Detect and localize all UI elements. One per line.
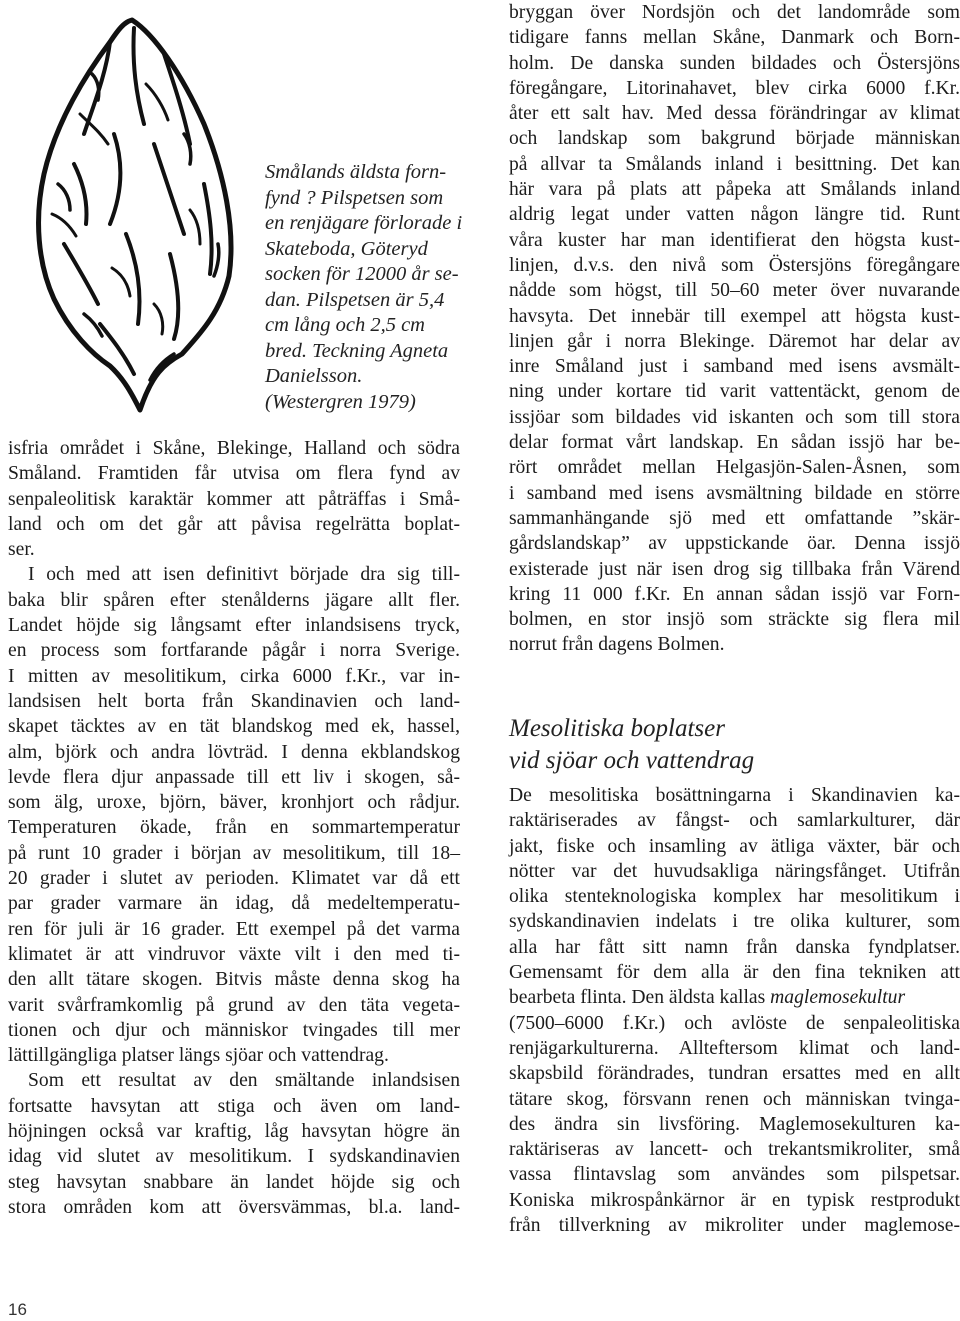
text-line: linjen går i norra Blekinge. Däremot har delar av bbox=[509, 330, 960, 352]
text-line: idag vid slutet av mesolitikum. I sydskandinavien bbox=[8, 1146, 460, 1168]
text-line: Koniska mikrospånkärnor är en typisk restprodukt bbox=[509, 1189, 960, 1211]
text-line: landsisen helt borta från Skandinavien och land- bbox=[8, 690, 460, 712]
text-line: varit svårframkomlig på grund av den täta vegeta- bbox=[8, 994, 460, 1016]
text-line: norrut från dagens Bolmen. bbox=[509, 634, 725, 656]
text-line: lättillgängliga platser längs sjöar och vattendrag. bbox=[8, 1045, 389, 1067]
italic-term: maglemosekultur bbox=[770, 987, 906, 1009]
text-line: höjningen också var kraftig, låg havsytan högre än bbox=[8, 1121, 460, 1143]
text-line: föregångare, Litorinahavet, blev cirka 6000 f.Kr. bbox=[509, 77, 960, 99]
text-line: och landskap som bakgrund började människan bbox=[509, 128, 960, 150]
text-line: ren för juli är 16 grader. Ett exempel på det varma bbox=[8, 918, 460, 940]
text-line: land och om det går att påvisa regelrätta boplat- bbox=[8, 513, 460, 535]
text-line: bolmen, en stor insjö som sträckte sig flera mil bbox=[509, 609, 960, 631]
text-line: tidigare fanns mellan Skåne, Danmark och Born- bbox=[509, 27, 960, 49]
text-line: issjöar som bildades vid iskanten och som till stora bbox=[509, 406, 960, 428]
text-line: I och med att isen definitivt började dra sig till- bbox=[28, 564, 460, 586]
caption-line: en renjägare förlorade i bbox=[265, 212, 463, 234]
figure-caption bbox=[265, 160, 465, 415]
right-column-text-top bbox=[509, 0, 960, 658]
right-column-text-bottom bbox=[509, 783, 960, 1238]
text-line: vassa flintavslag som användes som pilspetsar. bbox=[509, 1164, 960, 1186]
text-line: tionen och djur och människor tvingades till mer bbox=[8, 1019, 460, 1041]
text-line: Som ett resultat av den smältande inlandsisen bbox=[28, 1070, 460, 1092]
caption-line: Danielsson. bbox=[265, 365, 363, 387]
text-line: ser. bbox=[8, 539, 35, 561]
text-line: raktäriserades av fångst- och samlarkulturer, där bbox=[509, 810, 960, 832]
text-line: alla har fått sitt namn från danska fyndplatser. bbox=[509, 936, 960, 958]
text-fragment: bearbeta flinta. Den äldsta kallas bbox=[509, 987, 771, 1009]
text-line: Småland. Framtiden får utvisa om flera fynd av bbox=[8, 463, 460, 485]
text-line: aldrig legat under vatten någon längre tid. Runt bbox=[509, 204, 960, 226]
text-line: Gemensamt för dem alla är den fina tekniken att bbox=[509, 962, 960, 984]
text-line: här vara på plats att påpeka att Smålands inland bbox=[509, 179, 960, 201]
text-line: ning under kortare tid varit vattentäckt, genom de bbox=[509, 381, 960, 403]
text-line: Landet höjde sig långsamt efter inlandsisens tryck, bbox=[8, 615, 460, 637]
text-line: olika stenteknologiska komplex har mesolitikum i bbox=[509, 886, 960, 908]
text-line: nötter var det huvudsakliga näringsfånget. Utifrån bbox=[509, 860, 960, 882]
arrowhead-figure bbox=[14, 14, 252, 414]
text-line: rört området mellan Helgasjön-Salen-Åsnen, som bbox=[509, 457, 960, 479]
text-line: isfria området i Skåne, Blekinge, Halland och södra bbox=[8, 438, 460, 459]
text-line: par grader varmare än idag, då medeltemperatu- bbox=[8, 893, 460, 915]
caption-line: cm lång och 2,5 cm bbox=[265, 314, 425, 336]
text-line: skapsbild förändrades, tundran ersattes med en allt bbox=[509, 1063, 960, 1085]
text-line: steg havsytan snabbare än landet höjde sig och bbox=[8, 1171, 460, 1193]
caption-line: (Westergren 1979) bbox=[265, 390, 416, 413]
text-line: Temperaturen ökade, från en sommartemperatur bbox=[8, 817, 460, 839]
left-column-text bbox=[8, 436, 460, 1220]
text-line: stora områden kom att översvämmas, bl.a. land- bbox=[8, 1196, 460, 1218]
caption-line: fynd ? Pilspetsen som bbox=[265, 186, 444, 209]
text-line: havsyta. Det innebär till exempel att högsta kust- bbox=[509, 305, 960, 327]
text-line: I mitten av mesolitikum, cirka 6000 f.Kr., var in- bbox=[8, 665, 460, 687]
text-line: linjen, d.v.s. den nivå som Östersjöns föregångare bbox=[509, 254, 960, 276]
text-line: i samband med isens avsmältning bildade en större bbox=[509, 482, 960, 504]
text-line: senpaleolitisk karaktär kommer att påträffas i Små- bbox=[8, 488, 460, 510]
text-line: levde flera djur anpassade till ett liv i skogen, så- bbox=[8, 766, 460, 788]
arrowhead-drawing-icon bbox=[14, 14, 252, 414]
text-line: som älg, uroxe, björn, bäver, kronhjort och rådjur. bbox=[8, 792, 460, 814]
caption-line: Skateboda, Göteryd bbox=[265, 237, 428, 260]
text-line: nådde som högst, till 50–60 meter över nuvarande bbox=[509, 280, 960, 302]
text-line: tätare skog, försvann renen och människan tvinga- bbox=[509, 1088, 960, 1110]
text-line: skapet täcktes av en tät blandskog med ek, hassel, bbox=[8, 716, 460, 738]
text-line: från tillverkning av mikroliter under maglemose- bbox=[509, 1215, 960, 1237]
text-line: klimatet är att vindruvor växte vilt i den med ti- bbox=[8, 943, 460, 965]
text-line: på allvar ta Smålands inland i besittning. Det kan bbox=[509, 153, 960, 175]
text-line: des ändra sin livsföring. Maglemosekulturen ka- bbox=[509, 1113, 960, 1135]
text-line: baka blir spåren efter stenålderns jägare allt fler. bbox=[8, 589, 460, 611]
text-line: kring 11 000 f.Kr. En annan sådan issjö var Forn- bbox=[509, 583, 960, 605]
text-line: sammanhängande sjö med ett omfattande ”skär- bbox=[509, 507, 960, 529]
caption-line: bred. Teckning Agneta bbox=[265, 339, 449, 362]
text-line: holm. De danska sunden bildades och Östersjöns bbox=[509, 52, 960, 74]
text-line: inre Småland just i samband med isens avsmält- bbox=[509, 356, 960, 378]
caption-line: socken för 12000 år se- bbox=[265, 263, 459, 285]
text-line: delar format vårt landskap. En sådan issjö har be- bbox=[509, 432, 960, 454]
text-line: alm, björk och andra lövträd. I denna ekblandskog bbox=[8, 741, 460, 763]
text-line: (7500–6000 f.Kr.) och avlöste de senpaleolitiska bbox=[509, 1012, 960, 1034]
text-line: den allt tätare skogen. Bitvis måste denna skog ha bbox=[8, 969, 460, 991]
section-heading-line-1: Mesolitiska boplatser bbox=[509, 715, 725, 742]
text-line bbox=[509, 985, 960, 1010]
text-line: existerade just när isen drog sig tillbaka från Värend bbox=[509, 558, 960, 580]
text-line: gårdslandskap” av uppstickande öar. Denna issjö bbox=[509, 533, 960, 555]
text-line: renjägarkulturerna. Allteftersom klimat och land- bbox=[509, 1037, 960, 1059]
text-line: våra kuster har man identifierat den högsta kust- bbox=[509, 229, 960, 251]
text-line: åter ett salt hav. Med dessa förändringar av klimat bbox=[509, 103, 960, 125]
text-line: raktäriseras av lancett- och trekantsmikroliter, små bbox=[509, 1139, 960, 1161]
text-line: en process som fortfarande pågår i norra Sverige. bbox=[8, 640, 460, 662]
text-line: sydskandinavien indelats i tre olika kulturer, som bbox=[509, 911, 960, 933]
text-line: bryggan över Nordsjön och det landområde som bbox=[509, 2, 960, 23]
text-line: på runt 10 grader i början av mesolitikum, till 18– bbox=[8, 842, 460, 864]
text-line: De mesolitiska bosättningarna i Skandinavien ka- bbox=[509, 785, 960, 806]
text-line: 20 grader i slutet av perioden. Klimatet var då ett bbox=[8, 868, 460, 890]
caption-line: Smålands äldsta forn- bbox=[265, 161, 447, 183]
text-line: jakt, fiske och insamling av ätliga växter, bär och bbox=[509, 835, 960, 857]
page-number: 16 bbox=[8, 1300, 27, 1319]
caption-line: dan. Pilspetsen är 5,4 bbox=[265, 288, 445, 311]
section-heading bbox=[509, 713, 960, 777]
text-line: fortsatte havsytan att stiga och även om land- bbox=[8, 1095, 460, 1117]
section-heading-line-2: vid sjöar och vattendrag bbox=[509, 747, 755, 774]
